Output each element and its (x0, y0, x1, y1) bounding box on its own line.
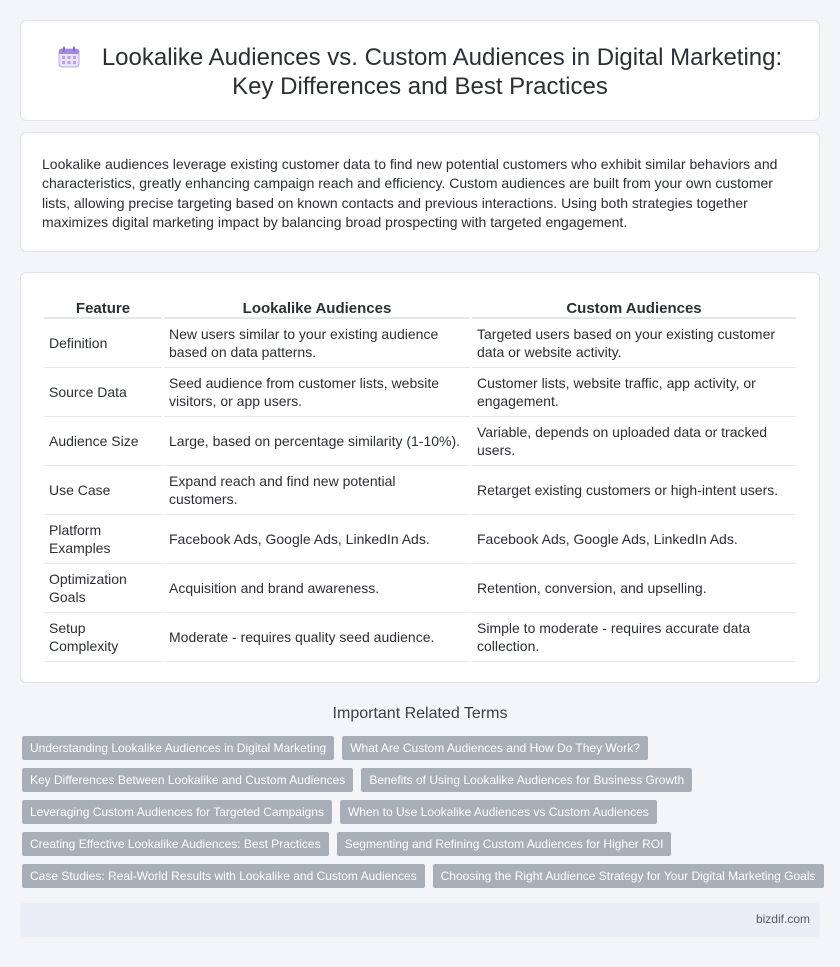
related-term-link[interactable]: Benefits of Using Lookalike Audiences for Business Growth (361, 768, 692, 792)
related-terms-list (22, 736, 822, 896)
table-row (44, 515, 796, 564)
footer (20, 903, 820, 937)
row-custom: Targeted users based on your existing customer data or website activity. (472, 319, 796, 368)
page-title (50, 43, 790, 101)
table-row (44, 564, 796, 613)
intro-paragraph: Lookalike audiences leverage existing customer data to find new potential customers who exhibit similar behaviors and characteristics, greatly enhancing campaign reach and efficiency. Custom audiences are built from your own customer lists, allowing precise targeting based on known contacts and previous interactions. Using both strategies together maximizes digital marketing impact by balancing broad prospecting with targeted engagement. (42, 156, 778, 230)
related-term-link[interactable]: When to Use Lookalike Audiences vs Custom Audiences (340, 800, 657, 824)
related-terms-heading: Important Related Terms (332, 705, 508, 722)
comparison-table (42, 297, 798, 662)
related-term-link[interactable]: Segmenting and Refining Custom Audiences for Higher ROI (337, 832, 672, 856)
table-row (44, 368, 796, 417)
row-feature: Audience Size (44, 417, 162, 466)
row-feature: Source Data (44, 368, 162, 417)
row-custom: Facebook Ads, Google Ads, LinkedIn Ads. (472, 515, 796, 564)
related-term-link[interactable]: Case Studies: Real-World Results with Lookalike and Custom Audiences (22, 864, 425, 888)
row-feature: Optimization Goals (44, 564, 162, 613)
related-term-link[interactable]: What Are Custom Audiences and How Do They Work? (342, 736, 648, 760)
row-lookalike: Large, based on percentage similarity (1-10%). (164, 417, 470, 466)
table-row (44, 613, 796, 662)
title-card (20, 20, 820, 121)
row-custom: Retention, conversion, and upselling. (472, 564, 796, 613)
row-feature: Setup Complexity (44, 613, 162, 662)
related-term-link[interactable]: Understanding Lookalike Audiences in Digital Marketing (22, 736, 334, 760)
row-custom: Variable, depends on uploaded data or tracked users. (472, 417, 796, 466)
row-feature: Use Case (44, 466, 162, 515)
row-feature: Definition (44, 319, 162, 368)
row-lookalike: Expand reach and find new potential customers. (164, 466, 470, 515)
related-term-link[interactable]: Choosing the Right Audience Strategy for Your Digital Marketing Goals (433, 864, 824, 888)
table-row (44, 417, 796, 466)
row-lookalike: Acquisition and brand awareness. (164, 564, 470, 613)
row-lookalike: New users similar to your existing audience based on data patterns. (164, 319, 470, 368)
row-feature: Platform Examples (44, 515, 162, 564)
comparison-card (20, 272, 820, 683)
row-custom: Customer lists, website traffic, app activity, or engagement. (472, 368, 796, 417)
related-term-link[interactable]: Leveraging Custom Audiences for Targeted Campaigns (22, 800, 332, 824)
header-feature: Feature (44, 297, 162, 319)
page-title-text: Lookalike Audiences vs. Custom Audiences in Digital Marketing: Key Differences and Best Practices (101, 44, 783, 100)
intro-card (20, 132, 820, 252)
table-row (44, 319, 796, 368)
row-lookalike: Moderate - requires quality seed audience. (164, 613, 470, 662)
calendar-icon (58, 46, 80, 68)
table-header-row (44, 297, 796, 319)
related-term-link[interactable]: Key Differences Between Lookalike and Custom Audiences (22, 768, 353, 792)
header-lookalike: Lookalike Audiences (164, 297, 470, 319)
row-lookalike: Seed audience from customer lists, website visitors, or app users. (164, 368, 470, 417)
footer-site-link[interactable]: bizdif.com (755, 912, 810, 926)
table-row (44, 466, 796, 515)
header-custom: Custom Audiences (472, 297, 796, 319)
related-term-link[interactable]: Creating Effective Lookalike Audiences: Best Practices (22, 832, 329, 856)
row-custom: Retarget existing customers or high-intent users. (472, 466, 796, 515)
row-custom: Simple to moderate - requires accurate data collection. (472, 613, 796, 662)
row-lookalike: Facebook Ads, Google Ads, LinkedIn Ads. (164, 515, 470, 564)
